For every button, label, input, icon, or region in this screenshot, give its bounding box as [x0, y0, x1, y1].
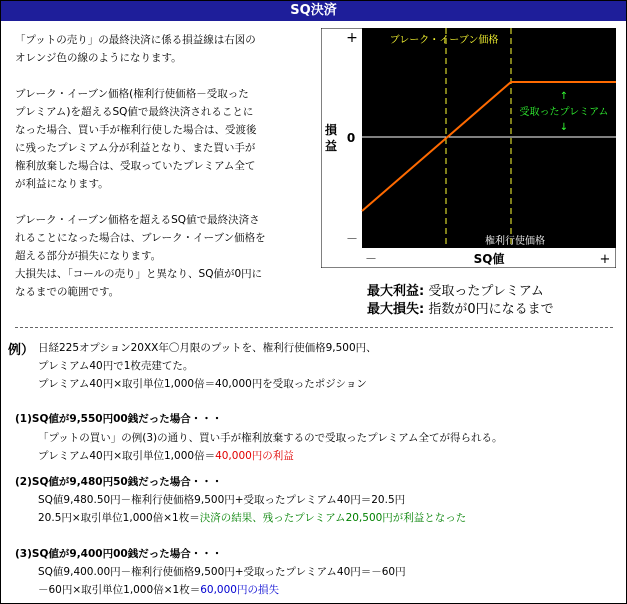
strike-label: 権利行使価格 [485, 236, 545, 247]
y-axis-label-2: 益 [324, 139, 338, 153]
case-3-line-1: SQ値9,400.00円－権利行使価格9,500円+受取ったプレミアム40円＝－60円 [38, 566, 406, 578]
max-profit-label: 最大利益: [367, 284, 425, 299]
x-axis-minus: － [364, 252, 378, 266]
example-heading: 例） [8, 343, 35, 358]
case-2-title: (2)SQ値が9,480円50銭だった場合・・・ [15, 476, 223, 488]
max-loss-label: 最大損失: [367, 302, 425, 317]
payoff-diagram [321, 28, 616, 268]
case-1-line-1: 「プットの買い」の例(3)の通り、買い手が権利放棄するので受取ったプレミアム全てが得られる。 [38, 432, 503, 444]
max-profit-row [367, 283, 544, 301]
premium-arrow-down: ↓ [559, 122, 569, 133]
y-axis-label-1: 損 [324, 123, 338, 137]
y-axis-minus: － [345, 232, 359, 246]
intro-line: ブレーク・イーブン価格(権利行使価格－受取った [15, 88, 249, 100]
plot-area [362, 28, 616, 248]
intro-line: ブレーク・イーブン価格を超えるSQ値で最終決済さ [15, 214, 260, 226]
case-3-title: (3)SQ値が9,400円00銭だった場合・・・ [15, 548, 223, 560]
example-line: プレミアム40円で1枚売建てた。 [38, 360, 194, 372]
page-title: SQ決済 [1, 1, 626, 21]
y-axis-zero: 0 [346, 131, 356, 145]
case-1-line-2 [38, 447, 294, 465]
case-2-line-2 [38, 509, 466, 527]
case-1-result: 40,000円の利益 [215, 450, 294, 462]
intro-line: なった場合、買い手が権利行使した場合は、受渡後 [15, 124, 257, 136]
intro-line: れることになった場合は、ブレーク・イーブン価格を [15, 232, 266, 244]
intro-line: が利益になります。 [15, 178, 109, 190]
intro-line: プレミアム)を超えるSQ値で最終決済されることに [15, 106, 254, 118]
case-2-calc: 20.5円×取引単位1,000倍×1枚＝ [38, 512, 200, 524]
case-1-title: (1)SQ値が9,550円00銭だった場合・・・ [15, 413, 223, 425]
intro-line: 権利放棄した場合は、受取っていたプレミアム全て [15, 160, 256, 172]
case-3-line-2 [38, 581, 279, 599]
max-profit-value: 受取ったプレミアム [428, 284, 544, 299]
premium-arrow-up: ↑ [559, 91, 569, 102]
case-1-calc: プレミアム40円×取引単位1,000倍＝ [38, 450, 216, 462]
breakeven-label: ブレーク・イーブン価格 [389, 35, 499, 46]
intro-line: に残ったプレミアム分が利益となり、また買い手が [15, 142, 256, 154]
case-2-line-1: SQ値9,480.50円－権利行使価格9,500円+受取ったプレミアム40円＝20.5円 [38, 494, 406, 506]
example-line: プレミアム40円×取引単位1,000倍＝40,000円を受取ったポジション [38, 378, 367, 390]
intro-line: なるまでの範囲です。 [15, 286, 120, 298]
intro-line: 超える部分が損失になります。 [15, 250, 162, 262]
x-axis-plus: + [599, 252, 611, 267]
max-loss-value: 指数が0円になるまで [428, 302, 554, 317]
example-line: 日経225オプション20XX年〇月限のプットを、権利行使価格9,500円、 [38, 342, 377, 354]
intro-line: 大損失は、「コールの売り」と異なり、SQ値が0円に [15, 268, 263, 280]
case-3-result: 60,000円の損失 [200, 584, 279, 596]
premium-label: 受取ったプレミアム [519, 107, 609, 118]
intro-line: 「プットの売り」の最終決済に係る損益線は右図の [15, 34, 256, 46]
section-divider [15, 327, 613, 328]
max-loss-row [367, 301, 554, 319]
x-axis-label: SQ値 [473, 252, 505, 266]
y-axis-plus: + [346, 30, 358, 46]
case-2-result: 決済の結果、残ったプレミアム20,500円が利益となった [199, 512, 467, 524]
case-3-calc: －60円×取引単位1,000倍×1枚＝ [38, 584, 201, 596]
intro-line: オレンジ色の線のようになります。 [15, 52, 182, 64]
